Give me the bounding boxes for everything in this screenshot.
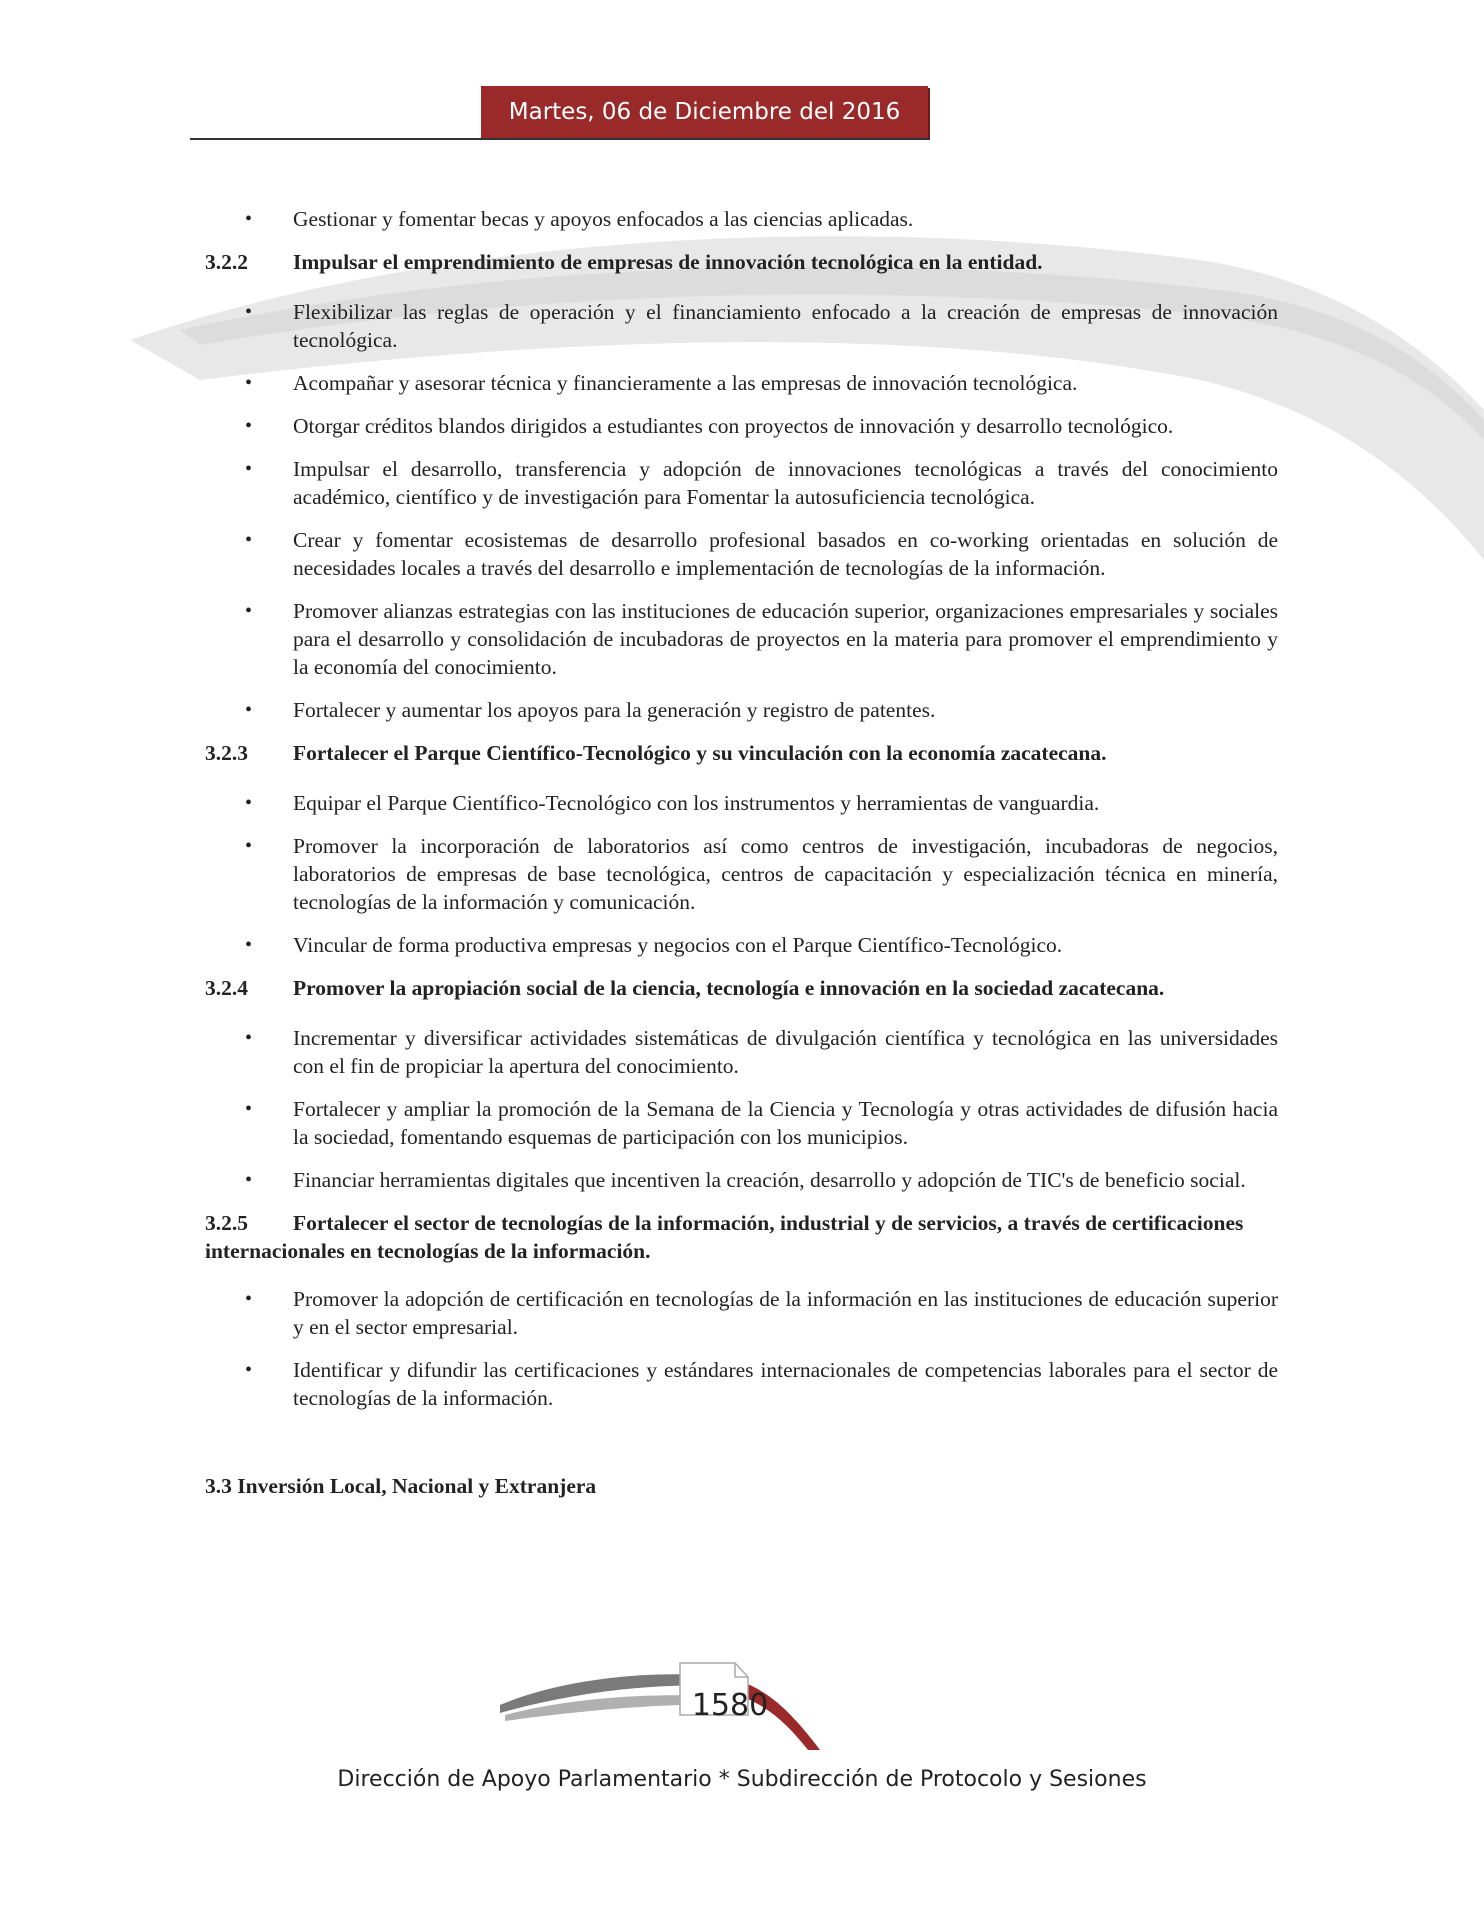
list-item: • Acompañar y asesorar técnica y financieramente a las empresas de innovación tecnológica. [205, 369, 1278, 397]
section-heading [205, 248, 1278, 276]
section-title: Promover la apropiación social de la ciencia, tecnología e innovación en la sociedad zacatecana. [293, 976, 1165, 1000]
list-item: • Promover la adopción de certificación en tecnologías de la información en las instituciones de educación superior y en el sector empresarial. [205, 1285, 1278, 1341]
section-3-3-title: 3.3 Inversión Local, Nacional y Extranjera [205, 1474, 597, 1498]
footer-page-swoosh-icon [490, 1655, 830, 1755]
document-body [205, 205, 1278, 1500]
section-title: Impulsar el emprendimiento de empresas de innovación tecnológica en la entidad. [293, 250, 1043, 274]
section-title: Fortalecer el Parque Científico-Tecnológico y su vinculación con la economía zacatecana. [293, 741, 1107, 765]
list-item: • Gestionar y fomentar becas y apoyos enfocados a las ciencias aplicadas. [205, 205, 1278, 233]
section-title: Fortalecer el sector de tecnologías de la información, industrial y de servicios, a través de certificaciones internacionales en tecnologías de la información. [205, 1211, 1244, 1263]
list-item: • Otorgar créditos blandos dirigidos a estudiantes con proyectos de innovación y desarrollo tecnológico. [205, 412, 1278, 440]
footer-text: Dirección de Apoyo Parlamentario * Subdirección de Protocolo y Sesiones [337, 1767, 1147, 1792]
list-item: • Fortalecer y ampliar la promoción de la Semana de la Ciencia y Tecnología y otras actividades de difusión hacia la sociedad, fomentando esquemas de participación con los municipios. [205, 1095, 1278, 1151]
list-item: • Incrementar y diversificar actividades sistemáticas de divulgación científica y tecnológica en las universidades con el fin de propiciar la apertura del conocimiento. [205, 1024, 1278, 1080]
section-heading [205, 739, 1278, 767]
page-number: 1580 [691, 1688, 769, 1723]
list-item: • Impulsar el desarrollo, transferencia y adopción de innovaciones tecnológicas a través del conocimiento académico, científico y de investigación para Fomentar la autosuficiencia tecnológica. [205, 455, 1278, 511]
section-heading [205, 974, 1278, 1002]
list-item: • Equipar el Parque Científico-Tecnológico con los instrumentos y herramientas de vanguardia. [205, 789, 1278, 817]
list-item: • Financiar herramientas digitales que incentiven la creación, desarrollo y adopción de TIC's de beneficio social. [205, 1166, 1278, 1194]
list-item: • Fortalecer y aumentar los apoyos para la generación y registro de patentes. [205, 696, 1278, 724]
header-date-badge [481, 86, 928, 138]
list-item: • Vincular de forma productiva empresas y negocios con el Parque Científico-Tecnológico. [205, 931, 1278, 959]
section-number: 3.2.4 [205, 976, 248, 1000]
list-item: • Crear y fomentar ecosistemas de desarrollo profesional basados en co-working orientadas en solución de necesidades locales a través del desarrollo e implementación de tecnologías de la información. [205, 526, 1278, 582]
list-item: • Identificar y difundir las certificaciones y estándares internacionales de competencias laborales para el sector de tecnologías de la información. [205, 1356, 1278, 1412]
section-number: 3.2.5 [205, 1211, 248, 1235]
section-number: 3.2.2 [205, 250, 248, 274]
list-item: • Flexibilizar las reglas de operación y el financiamiento enfocado a la creación de empresas de innovación tecnológica. [205, 298, 1278, 354]
section-heading [205, 1209, 1278, 1265]
list-item: • Promover la incorporación de laboratorios así como centros de investigación, incubadoras de negocios, laboratorios de empresas de base tecnológica, centros de capacitación y especialización técnica en minería, tecnologías de la información y comunicación. [205, 832, 1278, 916]
header-rule [190, 138, 930, 140]
header-date: Martes, 06 de Diciembre del 2016 [508, 99, 901, 125]
list-item: • Promover alianzas estrategias con las instituciones de educación superior, organizaciones empresariales y sociales para el desarrollo y consolidación de incubadoras de proyectos en la materia para promover el emprendimiento y la economía del conocimiento. [205, 597, 1278, 681]
section-number: 3.2.3 [205, 741, 248, 765]
